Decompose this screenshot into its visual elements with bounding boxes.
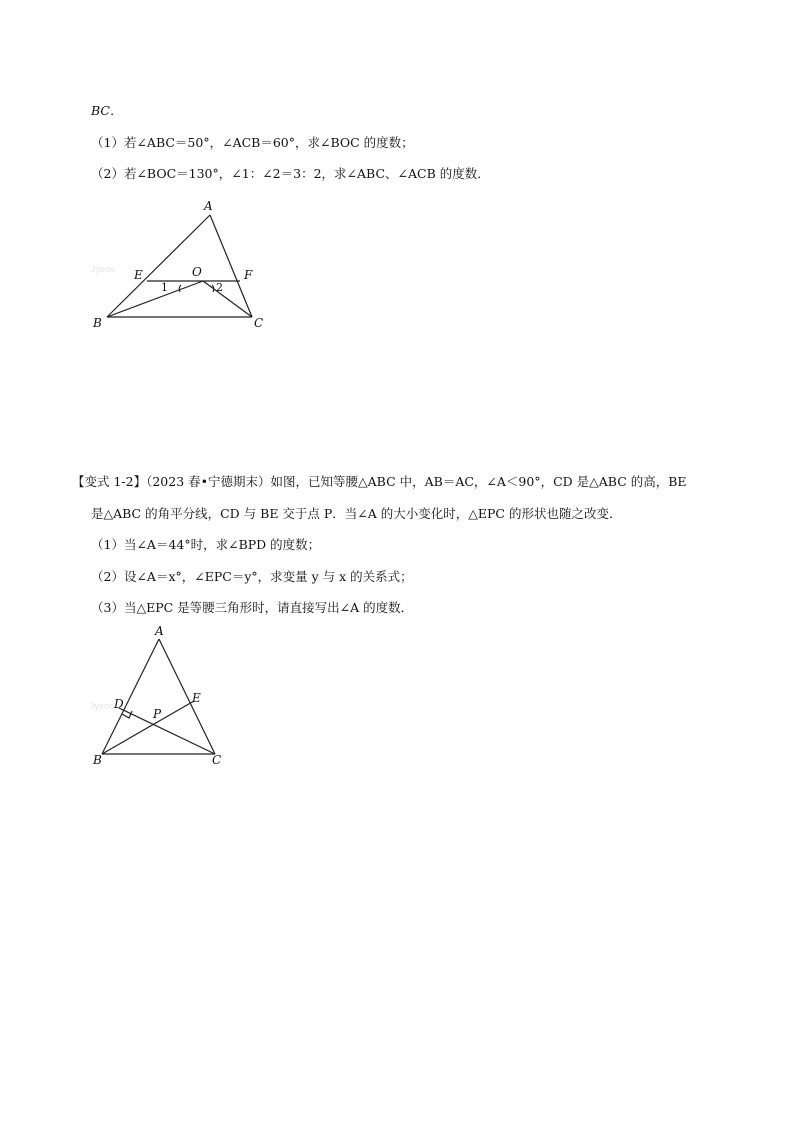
fig1-label-O: O — [192, 265, 202, 279]
problem2-tag: 【变式 1-2】 — [72, 474, 147, 489]
problem2-stem: （2023 春•宁德期末）如图，已知等腰△ABC 中，AB＝AC，∠A＜90°，CD 是△ABC 的高，BE — [146, 474, 687, 489]
problem2-intro-line2: 是△ABC 的角平分线，CD 与 BE 交于点 P．当∠A 的大小变化时，△EPC 的形状也随之改变． — [91, 506, 622, 521]
fig1-label-B: B — [93, 316, 102, 330]
problem1-figure — [85, 195, 285, 340]
fig1-label-E: E — [134, 268, 143, 282]
problem2-figure — [85, 620, 245, 770]
fig2-label-B: B — [93, 753, 102, 767]
problem2-question-3: （3）当△EPC 是等腰三角形时，请直接写出∠A 的度数． — [91, 600, 414, 615]
problem2-question-1: （1）当∠A＝44°时，求∠BPD 的度数； — [91, 537, 321, 552]
fig1-angle-1: 1 — [161, 281, 168, 294]
fig1-angle-2: 2 — [216, 281, 223, 294]
fig1-label-C: C — [254, 316, 264, 330]
problem2-question-2: （2）设∠A＝x°，∠EPC＝y°，求变量 y 与 x 的关系式； — [91, 569, 413, 584]
problem2-intro-line1 — [72, 474, 687, 490]
problem1-question-1: （1）若∠ABC＝50°，∠ACB＝60°，求∠BOC 的度数； — [91, 135, 414, 150]
fig2-label-P: P — [153, 707, 162, 721]
fig2-label-E: E — [192, 691, 201, 705]
fig2-label-C: C — [212, 753, 222, 767]
problem1-continuation: BC． — [91, 103, 123, 118]
svg-text:Jyeoo: Jyeoo — [91, 264, 116, 274]
fig2-label-A: A — [155, 624, 164, 638]
fig1-label-A: A — [204, 199, 213, 213]
svg-text:Jyeoo: Jyeoo — [90, 701, 115, 711]
problem1-question-2: （2）若∠BOC＝130°，∠1：∠2＝3：2，求∠ABC、∠ACB 的度数． — [91, 166, 490, 181]
fig2-label-D: D — [114, 697, 124, 711]
fig1-label-F: F — [244, 268, 253, 282]
